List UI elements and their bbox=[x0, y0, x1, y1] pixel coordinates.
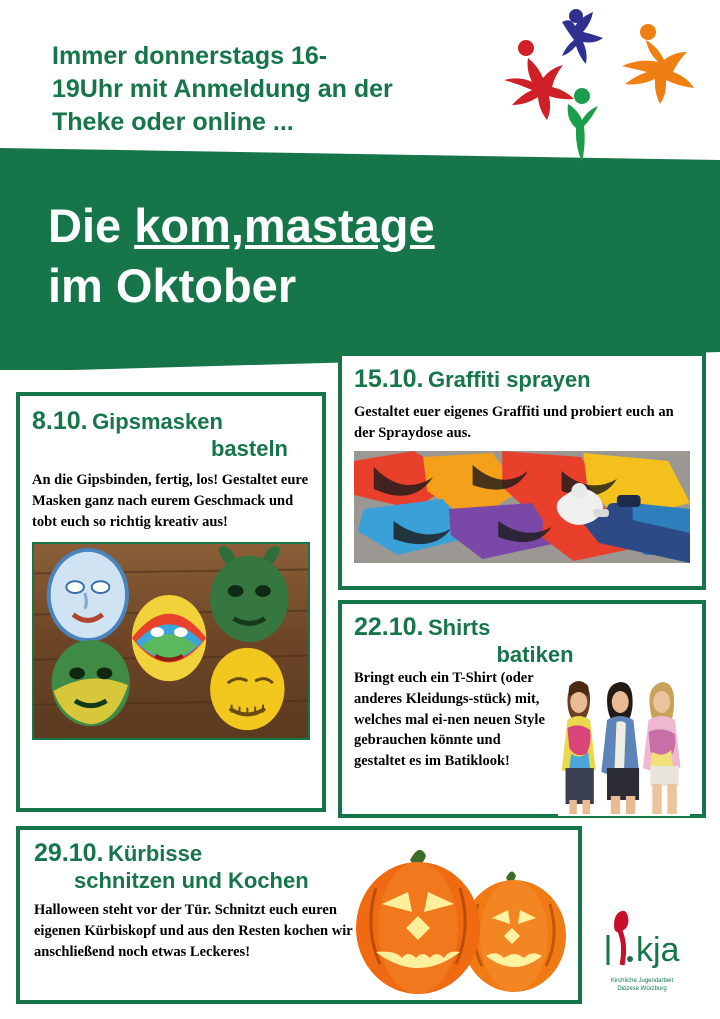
event-description: Bringt euch ein T-Shirt (oder anderes Kleidungs-stück) mit, welches mal ei-nen neuen Style gebrauchen könnte und gestaltet es im Batiklook! bbox=[354, 670, 545, 769]
plaster-masks-photo-graphic bbox=[34, 544, 308, 738]
event-card-graffiti-heading bbox=[354, 364, 690, 394]
plaster-masks-photo bbox=[32, 542, 310, 740]
event-description: An die Gipsbinden, fertig, los! Gestaltet eure Masken ganz nach eurem Geschmack und tobt euch so richtig kreativ aus! bbox=[32, 472, 309, 530]
event-title: Gipsmasken bbox=[92, 409, 223, 434]
svg-text:kja: kja bbox=[636, 931, 680, 969]
event-title-line-2: batiken bbox=[496, 642, 574, 667]
event-date: 22.10. bbox=[354, 613, 424, 641]
event-description: Gestaltet euer eigenes Graffiti und probiert euch an der Spraydose aus. bbox=[354, 404, 674, 441]
kja-caption-line-1: Kirchliche Jugendarbeit bbox=[610, 978, 674, 984]
event-title: Kürbisse bbox=[107, 841, 203, 866]
batik-shirts-photo-graphic bbox=[558, 668, 690, 816]
event-card-graffiti bbox=[338, 352, 706, 590]
page-title bbox=[48, 196, 435, 316]
page-title-prefix: Die bbox=[48, 199, 135, 252]
page-title-highlight: kom,mastage bbox=[134, 199, 435, 252]
event-description: Halloween steht vor der Tür. Schnitzt euch euren eigenen Kürbiskopf und aus den Resten kochen wir anschließend noch etwas Leckeres! bbox=[34, 902, 353, 960]
event-title: Graffiti sprayen bbox=[427, 367, 591, 392]
kja-logo-graphic bbox=[590, 909, 694, 971]
event-card-pumpkin bbox=[16, 826, 582, 1004]
komma-logo bbox=[496, 8, 706, 198]
graffiti-wall-photo-graphic bbox=[354, 451, 690, 563]
kja-caption-line-2: Diözese Würzburg bbox=[617, 985, 667, 992]
kja-caption bbox=[588, 978, 696, 993]
event-card-masks-heading bbox=[32, 406, 310, 462]
carved-pumpkins-photo bbox=[354, 844, 570, 996]
page-title-line-2: im Oktober bbox=[48, 259, 297, 313]
schedule-note-line-3: Theke oder online ... bbox=[52, 108, 294, 136]
event-title-line-2: basteln bbox=[210, 436, 288, 461]
event-title: Shirts bbox=[427, 615, 491, 640]
event-date: 15.10. bbox=[354, 365, 424, 393]
kja-logo bbox=[588, 909, 696, 1005]
komma-logo-graphic bbox=[496, 8, 706, 178]
batik-shirts-photo bbox=[558, 668, 690, 816]
event-card-shirts-heading bbox=[354, 612, 690, 668]
event-title-line-2: schnitzen und Kochen bbox=[74, 868, 309, 893]
carved-pumpkins-photo-graphic bbox=[354, 844, 570, 996]
schedule-note bbox=[52, 40, 472, 139]
event-card-shirts bbox=[338, 600, 706, 818]
schedule-note-line-2: 19Uhr mit Anmeldung an der bbox=[52, 75, 393, 103]
schedule-note-line-1: Immer donnerstags 16- bbox=[52, 42, 328, 70]
event-date: 8.10. bbox=[32, 407, 88, 435]
komma-wordmark: kom,ma bbox=[576, 167, 677, 195]
graffiti-wall-photo bbox=[354, 451, 690, 563]
event-date: 29.10. bbox=[34, 839, 104, 867]
event-card-masks bbox=[16, 392, 326, 812]
